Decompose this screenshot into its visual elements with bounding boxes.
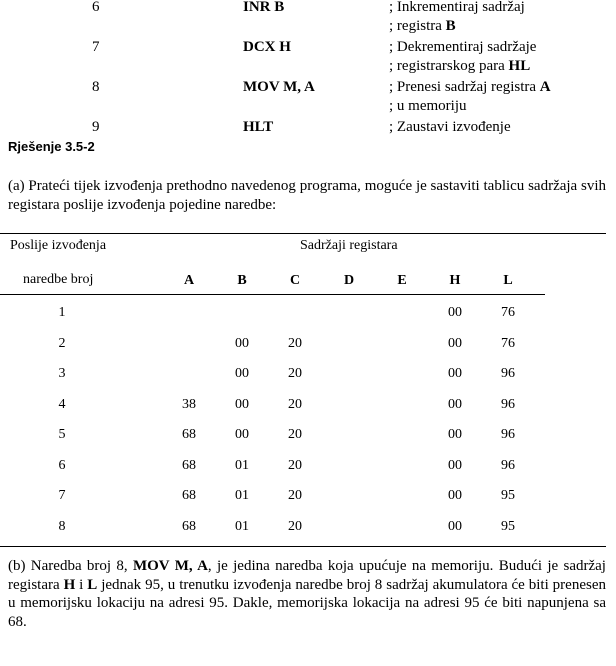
cell-h: 00 bbox=[448, 396, 462, 412]
column-header-c: C bbox=[289, 273, 301, 288]
instruction-comment: ; Prenesi sadržaj registra A bbox=[389, 79, 551, 95]
column-header-h: H bbox=[449, 273, 461, 288]
instruction-mnemonic: INR B bbox=[243, 0, 285, 15]
instruction-number: 6 bbox=[92, 0, 100, 15]
cell-h: 00 bbox=[448, 488, 462, 503]
table-row bbox=[0, 396, 606, 416]
cell-l: 76 bbox=[501, 335, 515, 351]
table-top-rule bbox=[0, 233, 606, 234]
cell-b: 01 bbox=[235, 518, 249, 534]
cell-c: 20 bbox=[288, 488, 302, 503]
cell-l: 95 bbox=[501, 488, 515, 503]
column-header-a: A bbox=[183, 273, 195, 288]
row-number: 8 bbox=[58, 518, 66, 534]
cell-b: 00 bbox=[235, 396, 249, 412]
header-left-line1: Poslije izvođenja bbox=[10, 238, 107, 253]
comment-register: B bbox=[445, 18, 456, 34]
row-number: 3 bbox=[58, 366, 66, 381]
cell-l: 96 bbox=[501, 396, 515, 412]
cell-c: 20 bbox=[288, 457, 302, 473]
table-row bbox=[0, 518, 606, 538]
cell-c: 20 bbox=[288, 396, 302, 412]
cell-b: 00 bbox=[235, 335, 249, 351]
row-number: 1 bbox=[58, 305, 66, 320]
instruction-comment: ; u memoriju bbox=[389, 98, 467, 114]
cell-a: 68 bbox=[182, 457, 196, 473]
cell-b: 01 bbox=[235, 457, 249, 473]
table-row bbox=[0, 304, 606, 324]
table-row bbox=[0, 426, 606, 446]
cell-h: 00 bbox=[448, 457, 462, 473]
section-title: Rješenje 3.5-2 bbox=[8, 139, 95, 154]
comment-register: HL bbox=[508, 58, 531, 74]
cell-b: 01 bbox=[235, 488, 249, 503]
cell-h: 00 bbox=[448, 305, 462, 320]
header-rule bbox=[0, 294, 545, 295]
column-header-e: E bbox=[397, 273, 407, 288]
cell-a: 68 bbox=[182, 488, 196, 503]
table-row bbox=[0, 365, 606, 385]
column-header-b: B bbox=[237, 273, 247, 288]
table-row bbox=[0, 335, 606, 355]
cell-c: 20 bbox=[288, 427, 302, 442]
instruction-number: 9 bbox=[92, 119, 100, 135]
cell-a: 68 bbox=[182, 427, 196, 442]
instruction-comment: ; Dekrementiraj sadržaje bbox=[389, 39, 537, 55]
cell-l: 95 bbox=[501, 518, 515, 534]
comment-register: A bbox=[539, 79, 551, 95]
instruction-mnemonic: HLT bbox=[243, 119, 274, 135]
cell-b: 00 bbox=[235, 427, 249, 442]
table-bottom-rule bbox=[0, 546, 606, 547]
cell-h: 00 bbox=[448, 518, 462, 534]
table-row bbox=[0, 487, 606, 507]
instruction-mnemonic: MOV M, A bbox=[243, 79, 315, 95]
cell-h: 00 bbox=[448, 427, 462, 442]
cell-b: 00 bbox=[235, 366, 249, 381]
bold-term: MOV M, A bbox=[132, 558, 208, 574]
header-group: Sadržaji registara bbox=[300, 238, 398, 253]
instruction-number: 7 bbox=[92, 39, 100, 55]
cell-l: 96 bbox=[501, 427, 515, 442]
instruction-comment: ; Inkrementiraj sadržaj bbox=[389, 0, 525, 15]
cell-a: 38 bbox=[182, 396, 196, 412]
paragraph-a: (a) Prateći tijek izvođenja prethodno navedenog programa, moguće je sastaviti tablicu sadržaja svih registara poslije izvođenja pojedine naredbe: bbox=[8, 178, 606, 213]
row-number: 4 bbox=[58, 396, 66, 412]
instruction-comment: ; registrarskog para HL bbox=[389, 58, 531, 74]
row-number: 7 bbox=[58, 488, 66, 503]
row-number: 5 bbox=[58, 427, 66, 442]
cell-a: 68 bbox=[182, 518, 196, 534]
row-number: 2 bbox=[58, 335, 66, 351]
cell-c: 20 bbox=[288, 335, 302, 351]
instruction-comment: ; registra B bbox=[389, 18, 456, 34]
bold-term: L bbox=[87, 576, 98, 593]
cell-l: 96 bbox=[501, 457, 515, 473]
instruction-mnemonic: DCX H bbox=[243, 39, 291, 55]
cell-l: 96 bbox=[501, 366, 515, 381]
cell-c: 20 bbox=[288, 518, 302, 534]
cell-h: 00 bbox=[448, 335, 462, 351]
cell-c: 20 bbox=[288, 366, 302, 381]
table-row bbox=[0, 457, 606, 477]
row-number: 6 bbox=[58, 457, 66, 473]
instruction-number: 8 bbox=[92, 79, 100, 95]
header-left-line2: naredbe broj bbox=[23, 272, 94, 287]
column-header-l: L bbox=[503, 273, 513, 288]
cell-h: 00 bbox=[448, 366, 462, 381]
cell-l: 76 bbox=[501, 305, 515, 320]
paragraph-b: (b) Naredba broj 8, MOV M, A, je jedina naredba koja upućuje na memoriju. Budući je sadržaj registara H i L jednak 95, u trenutku izvođenja naredbe broj 8 sadržaj akumulatora će biti prenesen u memorijsku lokaciju na adresi 95. Dakle, memorijska lokacija na adresi 95 će biti napunjena sa 68. bbox=[8, 558, 606, 630]
instruction-comment: ; Zaustavi izvođenje bbox=[389, 119, 511, 135]
column-header-d: D bbox=[343, 273, 355, 288]
bold-term: H bbox=[63, 576, 76, 593]
